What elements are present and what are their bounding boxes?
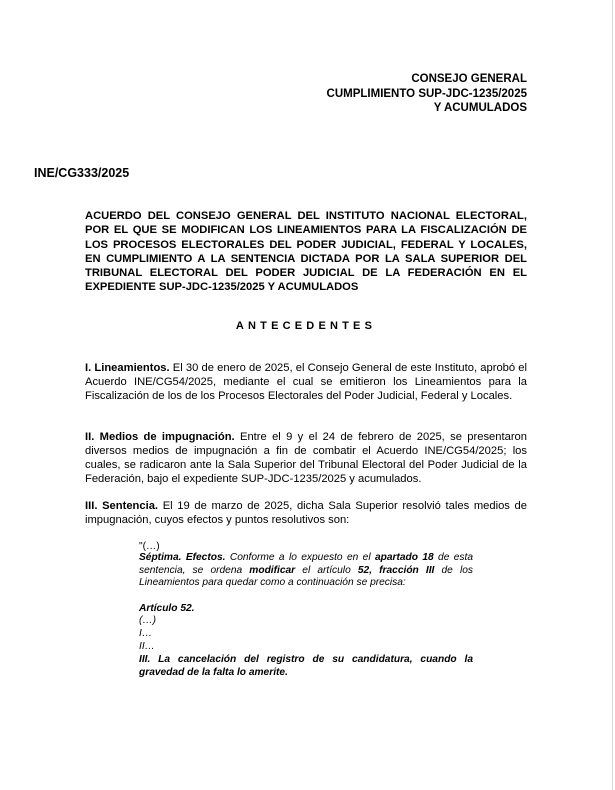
quote-apartado: apartado 18 bbox=[374, 552, 434, 563]
document-header bbox=[327, 72, 527, 116]
quote-article-52: Artículo 52. bbox=[139, 603, 195, 614]
quote-fraccion: 52, fracción III bbox=[357, 564, 435, 576]
antecedente-text: El 19 de marzo de 2025, dicha Sala Superior resolvió tales medios de impugnación, cuyos efectos y puntos resolutivos son: bbox=[85, 500, 527, 526]
antecedente-medios-impugnacion bbox=[85, 430, 527, 486]
quote-septima-heading: Séptima. Efectos. bbox=[139, 552, 226, 563]
header-consejo-general: CONSEJO GENERAL bbox=[411, 73, 527, 85]
acuerdo-title: ACUERDO DEL CONSEJO GENERAL DEL INSTITUTO NACIONAL ELECTORAL, POR EL QUE SE MODIFICAN LOS LINEAMIENTOS PARA LA FISCALIZACIÓN DE LOS PROCESOS ELECTORALES DEL PODER JUDICIAL, FEDERAL Y LOCALES, EN CUMPLIMIENTO A LA SENTENCIA DICTADA POR LA SALA SUPERIOR DEL TRIBUNAL ELECTORAL DEL PODER JUDICIAL DE LA FEDERACIÓN EN EL EXPEDIENTE SUP-JDC-1235/2025 Y ACUMULADOS bbox=[85, 210, 527, 294]
antecedente-lineamientos bbox=[85, 361, 527, 403]
quote-text: Conforme a lo expuesto en el bbox=[225, 552, 375, 563]
header-cumplimiento: CUMPLIMIENTO SUP-JDC-1235/2025 bbox=[326, 87, 527, 100]
quote-fraction-i: I… bbox=[139, 628, 153, 639]
quote-text: el artículo bbox=[295, 564, 358, 576]
quote-fraction-iii: III. La cancelación del registro de su candidatura, cuando la gravedad de la falta lo amerite. bbox=[139, 654, 473, 678]
antecedente-text: El 30 de enero de 2025, el Consejo General de este Instituto, aprobó el Acuerdo INE/CG54/2025, mediante el cual se emitieron los Lineamientos para la Fiscalización de los de los Procesos Electorales del Poder Judicial, Federal y Locales. bbox=[85, 362, 527, 402]
quote-open: "(…) bbox=[139, 541, 160, 552]
antecedente-heading: III. Sentencia. bbox=[85, 500, 159, 512]
quote-ellipsis: (…) bbox=[139, 615, 156, 626]
page-edge-divider bbox=[612, 0, 613, 790]
antecedente-heading: II. Medios de impugnación. bbox=[85, 431, 235, 443]
antecedente-heading: I. Lineamientos. bbox=[85, 362, 170, 374]
quote-fraction-ii: II… bbox=[139, 641, 155, 652]
quote-text: de los Lineamientos para quedar como a continuación se precisa: bbox=[139, 564, 473, 589]
quote-modificar: modificar bbox=[249, 564, 296, 576]
antecedente-sentencia bbox=[85, 499, 527, 527]
antecedente-text: Entre el 9 y el 24 de febrero de 2025, se presentaron diversos medios de impugnación a fin de combatir el Acuerdo INE/CG54/2025; los cuales, se radicaron ante la Sala Superior del Tribunal Electoral del Poder Judicial de la Federación, bajo el expediente SUP-JDC-1235/2025 y acumulados. bbox=[85, 431, 527, 485]
header-acumulados: Y ACUMULADOS bbox=[433, 102, 527, 114]
section-heading-antecedentes: ANTECEDENTES bbox=[235, 320, 377, 332]
quote-text: de esta sentencia, se ordena bbox=[139, 552, 474, 576]
quote-septima-efectos bbox=[139, 552, 473, 590]
document-id: INE/CG333/2025 bbox=[34, 166, 130, 180]
